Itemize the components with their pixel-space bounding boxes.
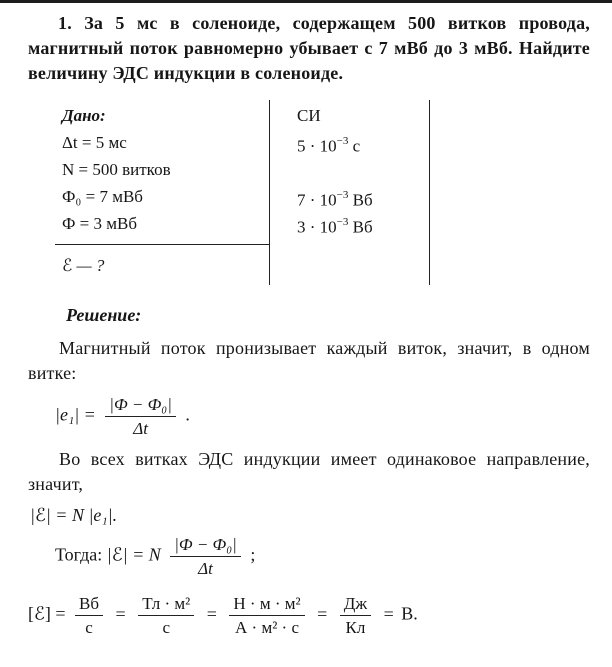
formula-tail: . (185, 404, 190, 425)
equals-sign: = (317, 603, 328, 624)
formula-text: |ℰ| = N |e₁|. (30, 505, 118, 525)
problem-number: 1. (58, 13, 72, 33)
solution-label: Решение: (66, 305, 142, 325)
si-row (297, 129, 429, 156)
problem-statement (28, 11, 590, 86)
si-row-empty (297, 156, 429, 183)
si-exponent: −3 (336, 135, 349, 147)
fraction-denominator: с (162, 618, 170, 637)
fraction-denominator: А · м² · с (235, 618, 300, 637)
units-derivation (28, 593, 590, 638)
fraction (105, 394, 176, 439)
si-unit: с (348, 136, 361, 156)
given-label: Дано: (62, 106, 106, 125)
fraction (229, 593, 304, 638)
given-row: Δt = 5 мс (62, 133, 127, 152)
fraction-numerator: Дж (340, 593, 371, 616)
given-column (28, 100, 270, 285)
si-value: 3 · 10 (297, 217, 337, 237)
units-lhs: [ℰ] = (28, 603, 66, 624)
formula-togda (55, 534, 590, 579)
formula-lhs: |e₁| = (55, 404, 96, 425)
fraction-denominator: Кл (345, 618, 366, 637)
fraction-denominator: Δt (198, 559, 213, 578)
fraction (340, 593, 371, 638)
si-value: 5 · 10 (297, 136, 337, 156)
fraction-numerator: Вб (75, 593, 103, 616)
units-result: В. (401, 603, 418, 624)
formula-total-emf (30, 505, 590, 526)
si-header: СИ (297, 106, 321, 125)
equals-sign: = (383, 603, 394, 624)
si-exponent: −3 (336, 189, 349, 201)
fraction-numerator: Тл · м² (138, 593, 194, 616)
fraction-denominator: Δt (133, 419, 148, 438)
given-table (28, 100, 590, 285)
given-row: N = 500 витков (62, 160, 171, 179)
si-row (297, 183, 429, 210)
si-exponent: −3 (336, 216, 349, 228)
problem-text: За 5 мс в соленоиде, содержащем 500 витков провода, магнитный поток равномерно убывает с 7 мВб до 3 мВб. Найдите величину ЭДС индукции в соленоиде. (28, 13, 590, 83)
given-row: Ф₀ = 7 мВб (62, 187, 143, 206)
fraction-numerator: |Ф − Ф₀| (170, 534, 241, 557)
fraction (75, 593, 103, 638)
page-content (0, 7, 612, 638)
equals-sign: = (115, 603, 126, 624)
fraction-numerator: |Ф − Ф₀| (105, 394, 176, 417)
fraction-numerator: Н · м · м² (229, 593, 304, 616)
given-row: Ф = 3 мВб (62, 214, 138, 233)
fraction (170, 534, 241, 579)
si-value: 7 · 10 (297, 190, 337, 210)
fraction (138, 593, 194, 638)
solution-paragraph-1: Магнитный поток пронизывает каждый виток, значит, в одном витке: (28, 338, 590, 383)
si-row (297, 210, 429, 237)
si-unit: Вб (348, 217, 373, 237)
si-unit: Вб (348, 190, 373, 210)
find-row (62, 252, 269, 279)
solution-paragraph-2: Во всех витках ЭДС индукции имеет одинаковое направление, значит, (28, 449, 590, 494)
emf-symbol: ℰ — ? (62, 256, 105, 275)
formula-lhs: |ℰ| = N (106, 544, 161, 565)
equals-sign: = (206, 603, 217, 624)
formula-tail: ; (250, 544, 256, 565)
si-column (270, 100, 430, 285)
formula-single-turn-emf (55, 394, 590, 439)
formula-prefix: Тогда: (55, 544, 103, 565)
fraction-denominator: с (85, 618, 93, 637)
separator-line (55, 244, 269, 245)
top-rule (0, 0, 612, 3)
